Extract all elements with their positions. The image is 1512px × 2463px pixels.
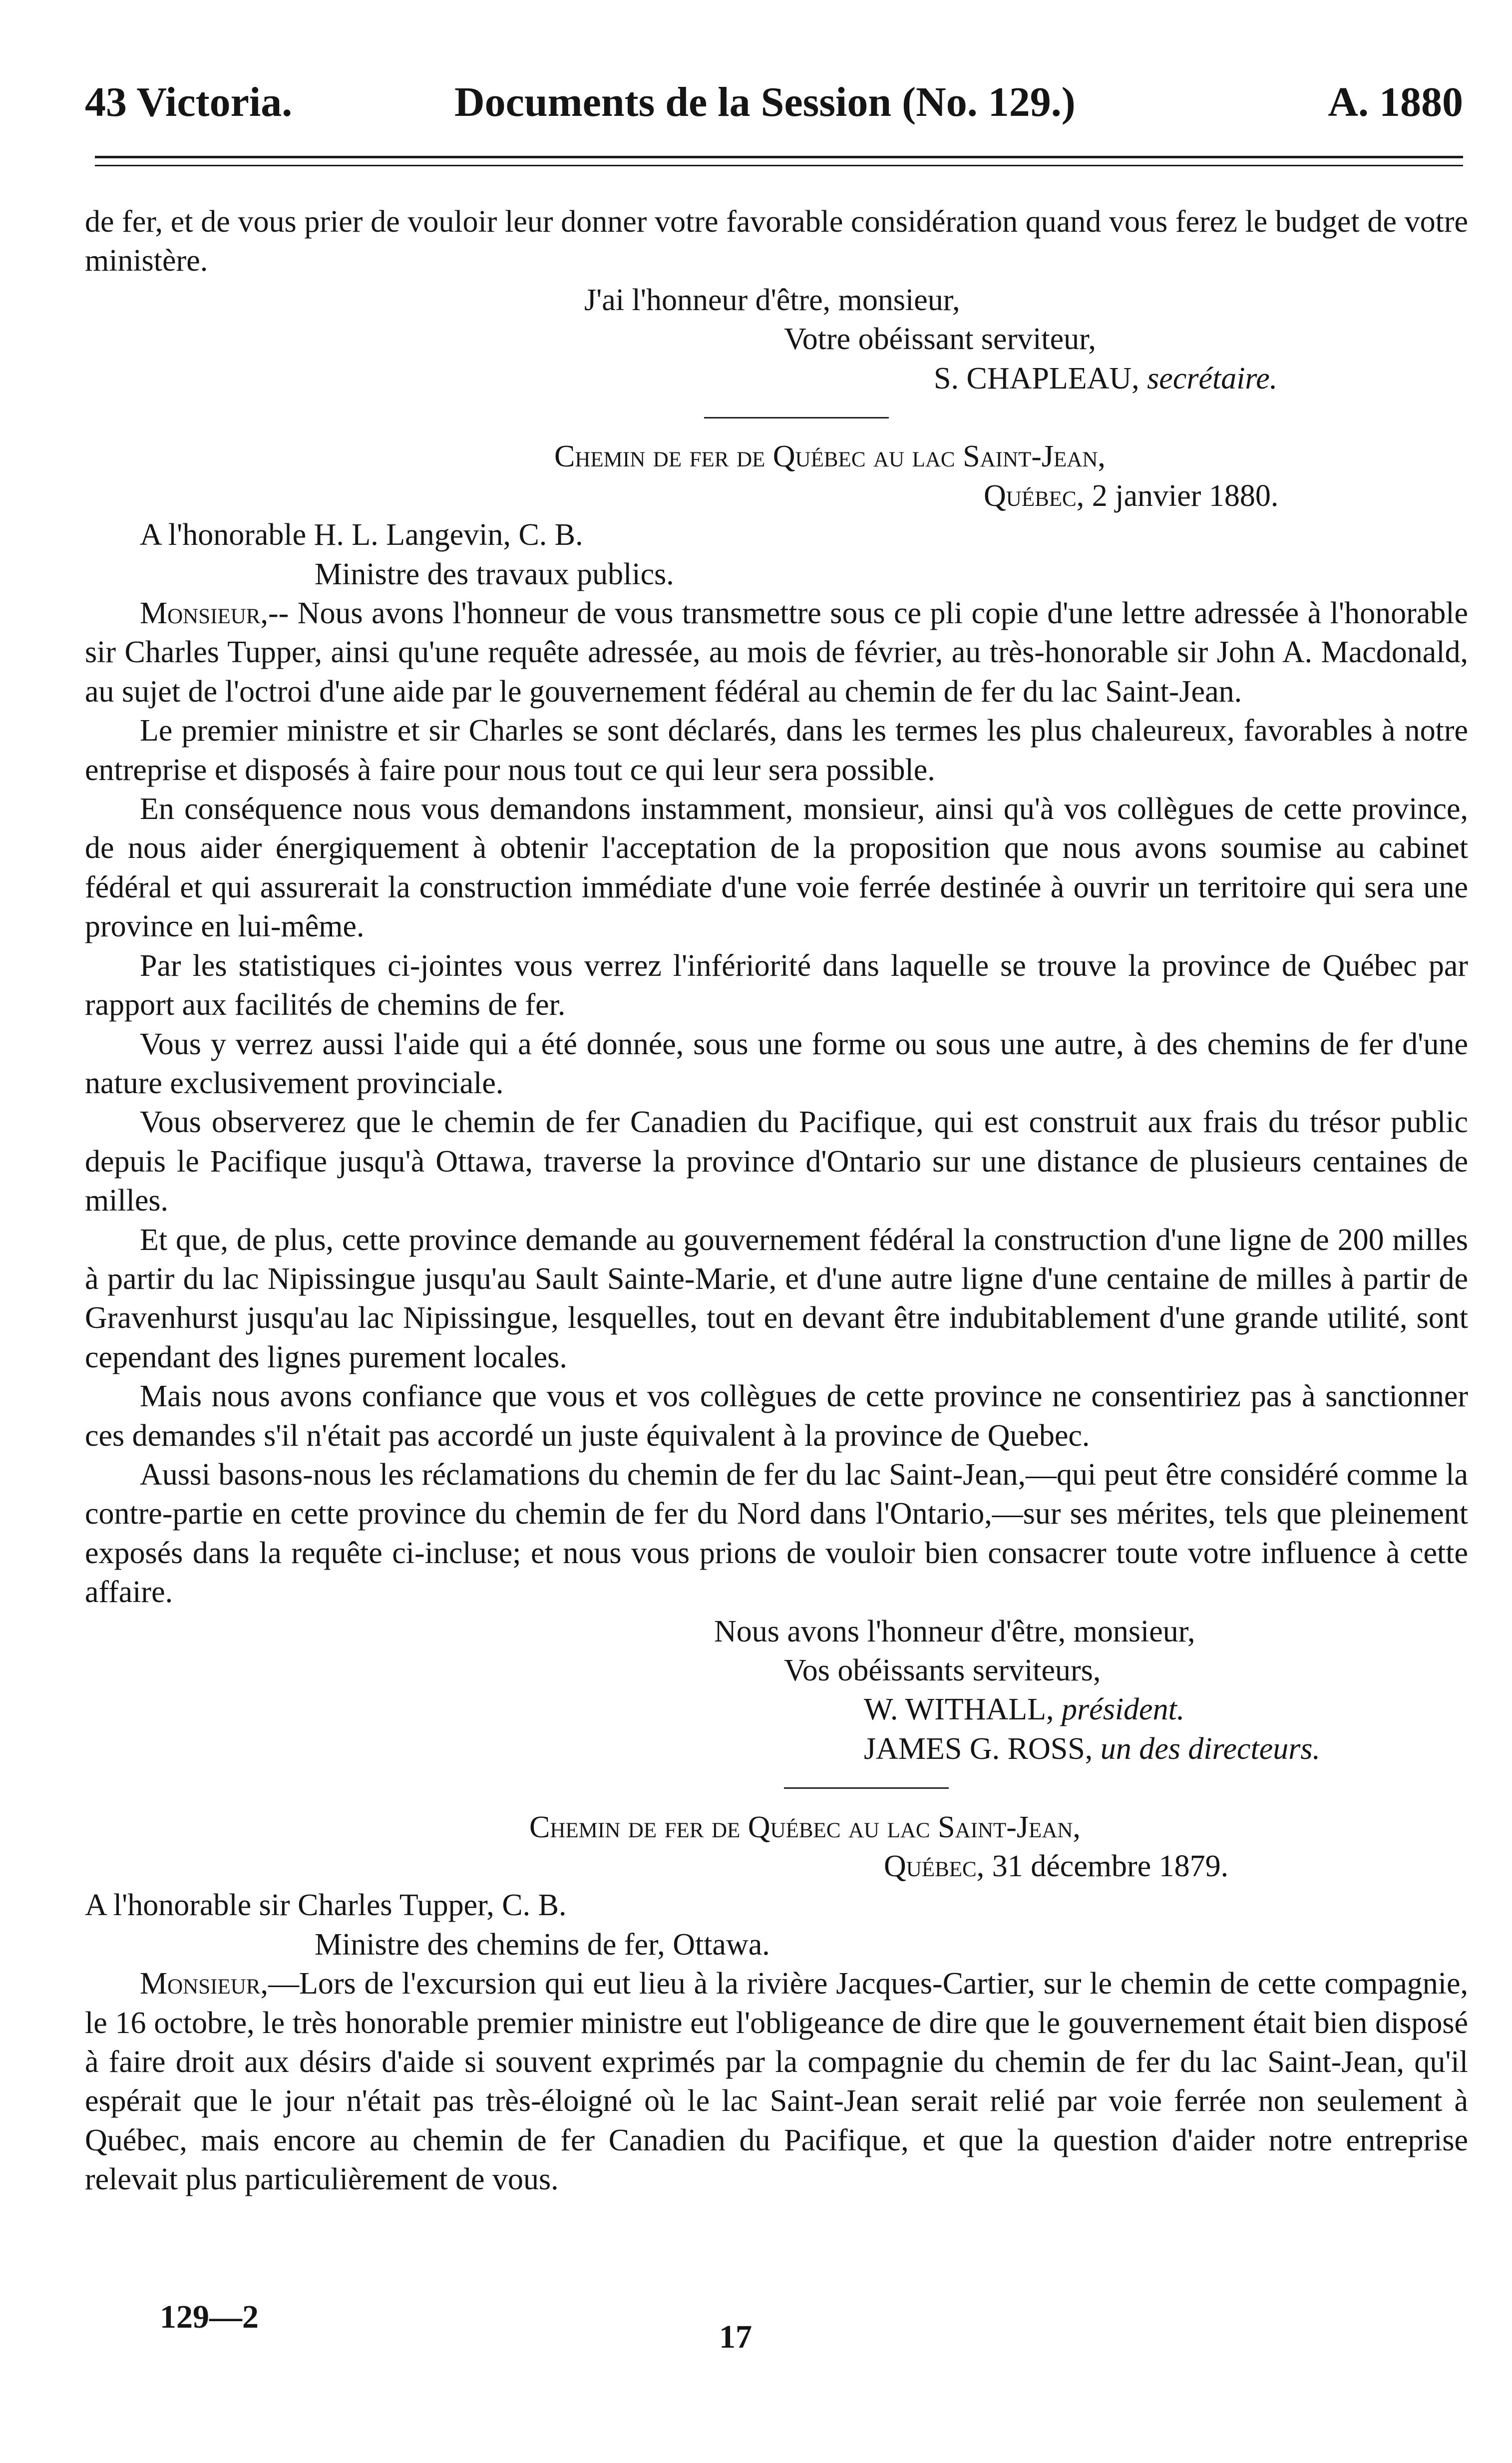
- letter2-paragraph: En conséquence nous vous demandons instamment, monsieur, ainsi qu'à vos collègues de cette province, de nous aider énergiquement à obtenir l'acceptation de la proposition que nous avons soumise au cabinet fédéral et qui assurerait la construction immédiate d'une voie ferrée destinée à ouvrir un territoire qui sera une province en lui-même.: [85, 792, 1468, 944]
- letter3-date: 31 décembre 1879.: [992, 1849, 1229, 1884]
- page-number: 17: [719, 2319, 752, 2355]
- letter2-signer1-title: président.: [1062, 1692, 1185, 1727]
- header-year: A. 1880: [1328, 79, 1463, 125]
- letter3-dateline: [85, 1847, 1468, 1886]
- separator-rule: [85, 1768, 1468, 1807]
- separator-rule: [85, 398, 1468, 437]
- page-footer: [85, 2295, 1468, 2355]
- letter1-paragraph: de fer, et de vous prier de vouloir leur donner votre favorable considération quand vous ferez le budget de votre ministère.: [85, 205, 1468, 278]
- letter2-salutation: Monsieur,: [140, 596, 268, 631]
- letter2-addressee: A l'honorable H. L. Langevin, C. B.: [140, 518, 583, 552]
- letter2-place: Québec,: [984, 478, 1085, 513]
- page-body: [85, 202, 1468, 2199]
- letter2-paragraph: Le premier ministre et sir Charles se sont déclarés, dans les termes les plus chaleureux, favorables à notre entreprise et disposés à faire pour nous tout ce qui leur sera possible.: [85, 714, 1468, 787]
- letter2-paragraph: Vous observerez que le chemin de fer Canadien du Pacifique, qui est construit aux frais du trésor public depuis le Pacifique jusqu'à Ottawa, traverse la province d'Ontario sur une distance de plusieurs centaines de milles.: [85, 1105, 1468, 1218]
- letter2-paragraph: Monsieur,-- Nous avons l'honneur de vous transmettre sous ce pli copie d'une lettre adressée à l'honorable sir Charles Tupper, ainsi qu'une requête adressée, au mois de février, au très-honorable sir John A. Macdonald, au sujet de l'octroi d'une aide par le gouvernement fédéral au chemin de fer du lac Saint-Jean.: [85, 596, 1468, 709]
- letter1-signature: [85, 359, 1468, 398]
- signature-mark: 129—2: [160, 2299, 259, 2335]
- letter2-addressee-role: Ministre des travaux publics.: [315, 557, 674, 591]
- letter2-paragraph: Par les statistiques ci-jointes vous verrez l'infériorité dans laquelle se trouve la province de Québec par rapport aux facilités de chemins de fer.: [85, 948, 1468, 1022]
- letter2-dateline: [85, 476, 1468, 515]
- letter2-paragraph: Vous y verrez aussi l'aide qui a été donnée, sous une forme ou sous une autre, à des chemins de fer d'une nature exclusivement provinciale.: [85, 1027, 1468, 1100]
- header-document-title: Documents de la Session (No. 129.): [454, 79, 1076, 125]
- letter1-closing-servant: Votre obéissant serviteur,: [784, 322, 1096, 357]
- letter1-signer-name: S. CHAPLEAU,: [934, 361, 1139, 396]
- letter2-date: 2 janvier 1880.: [1092, 478, 1279, 513]
- letter2-paragraph: Mais nous avons confiance que vous et vos collègues de cette province ne consentiriez pas à sanctionner ces demandes s'il n'était pas accordé un juste équivalent à la province de Quebec.: [85, 1379, 1468, 1453]
- running-header: [85, 75, 1463, 130]
- letter3-addressee-role: Ministre des chemins de fer, Ottawa.: [315, 1927, 770, 1962]
- letter2-organization: Chemin de fer de Québec au lac Saint-Jean,: [554, 439, 1106, 474]
- letter2-closing: Nous avons l'honneur d'être, monsieur,: [714, 1614, 1195, 1648]
- letter2-closing-servants: Vos obéissants serviteurs,: [784, 1653, 1101, 1688]
- letter2-paragraph: Aussi basons-nous les réclamations du chemin de fer du lac Saint-Jean,—qui peut être considéré comme la contre-partie en cette province du chemin de fer du Nord dans l'Ontario,—sur ses mérites, tels que pleinement exposés dans la requête ci-incluse; et nous vous prions de vouloir bien consacrer toute votre influence à cette affaire.: [85, 1457, 1468, 1610]
- header-session-year: 43 Victoria.: [85, 79, 293, 125]
- header-rule-thin: [95, 165, 1463, 166]
- letter2-signer2-name: JAMES G. ROSS,: [864, 1731, 1093, 1766]
- letter2-signer1-name: W. WITHALL,: [864, 1692, 1054, 1727]
- letter1-closing: J'ai l'honneur d'être, monsieur,: [584, 283, 960, 317]
- letter1-signer-title: secrétaire.: [1147, 361, 1278, 396]
- letter2-signature-1: [85, 1690, 1468, 1729]
- letter2-signature-2: [85, 1729, 1468, 1768]
- letter3-place: Québec,: [884, 1849, 985, 1884]
- letter3-paragraph: Monsieur,—Lors de l'excursion qui eut lieu à la rivière Jacques-Cartier, sur le chemin de cette compagnie, le 16 octobre, le très honorable premier ministre eut l'obligeance de dire que le gouvernement était bien disposé à faire droit aux désirs d'aide si souvent exprimés par la compagnie du chemin de fer du lac Saint-Jean, qu'il espérait que le jour n'était pas très-éloigné où le lac Saint-Jean serait relié par voie ferrée non seulement à Québec, mais encore au chemin de fer Canadien du Pacifique, et que la question d'aider notre entreprise relevait plus particulièrement de vous.: [85, 1967, 1468, 2197]
- letter3-organization: Chemin de fer de Québec au lac Saint-Jean,: [529, 1810, 1081, 1844]
- letter2-signer2-title: un des directeurs.: [1100, 1731, 1320, 1766]
- letter2-paragraph: Et que, de plus, cette province demande au gouvernement fédéral la construction d'une ligne de 200 milles à partir du lac Nipissingue jusqu'au Sault Sainte-Marie, et d'une autre ligne d'une centaine de milles à partir de Gravenhurst jusqu'au lac Nipissingue, lesquelles, tout en devant être indubitablement d'une grande utilité, sont cependant des lignes purement locales.: [85, 1223, 1468, 1374]
- letter3-salutation: Monsieur,: [140, 1967, 268, 2001]
- header-rule-thick: [95, 156, 1463, 158]
- letter3-addressee: A l'honorable sir Charles Tupper, C. B.: [85, 1888, 567, 1923]
